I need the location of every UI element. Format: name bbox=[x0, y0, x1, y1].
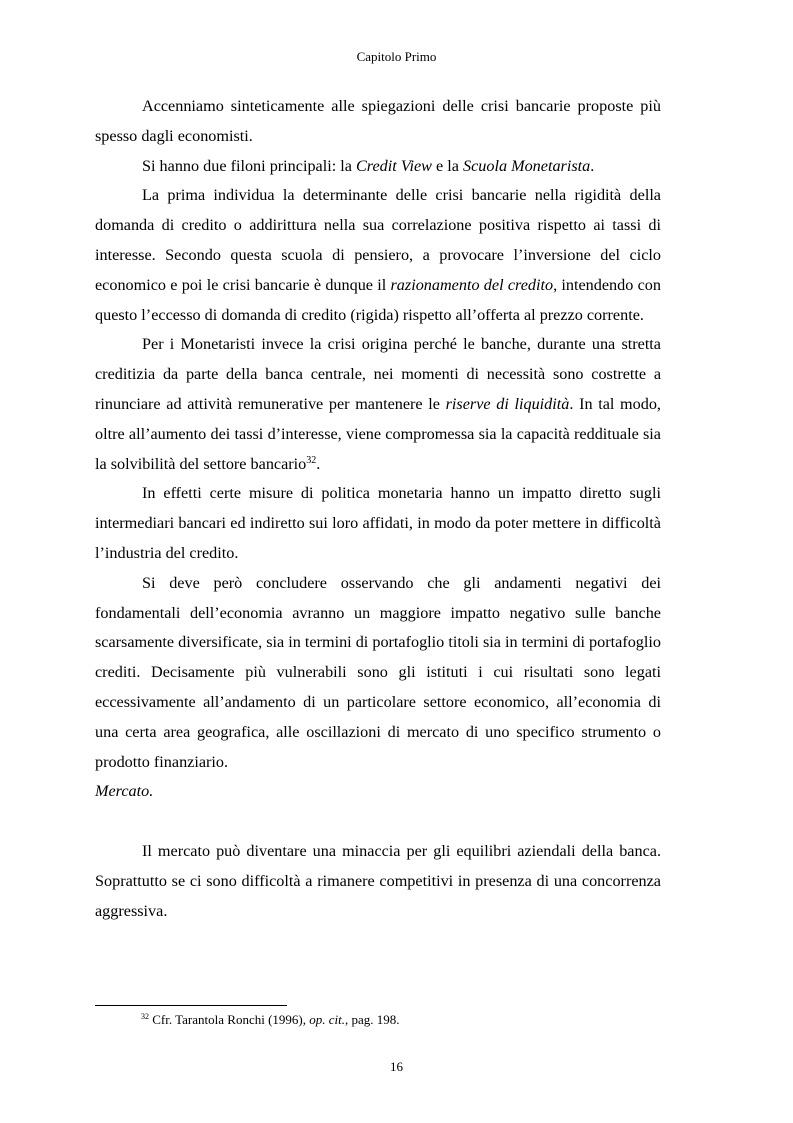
running-header: Capitolo Primo bbox=[356, 49, 437, 64]
footnote: $^{32}$ Cfr. Tarantola Ronchi (1996), op. cit., pag. 198. bbox=[141, 1012, 400, 1027]
paragraph-6: Si deve però concludere osservando che gli andamenti negativi dei fondamentali dell’economia avranno un maggiore impatto negativo sulle banche scarsamente diversificate, sia in termini di portafoglio titoli sia in termini di portafoglio crediti. Decisamente più vulnerabili sono gli istituti i cui risultati sono legati eccessivamente all’andamento di un particolare settore economico, all’economia di una certa area geografica, alle oscillazioni di mercato di uno specifico strumento o prodotto finanziario. bbox=[95, 573, 661, 771]
body-text bbox=[95, 92, 661, 926]
emphasis-riserve: riserve di liquidità bbox=[445, 394, 570, 413]
paragraph-3: La prima individua la determinante delle crisi bancarie nella rigidità della domanda di credito o addirittura nella sua correlazione positiva rispetto ai tassi di interesse. Secondo questa scuola di pensiero, a provocare l’inversione del ciclo economico e poi le crisi bancarie è dunque il razionamento del credito, intendendo con questo l’eccesso di domanda di credito (rigida) rispetto all’offerta al prezzo corrente. bbox=[95, 186, 661, 324]
footnote-emphasis: op. cit. bbox=[309, 1012, 345, 1027]
emphasis-credit-view: Credit View bbox=[356, 156, 432, 175]
paragraph-2: Si hanno due filoni principali: la Credit View e la Scuola Monetarista. bbox=[142, 156, 595, 175]
paragraph-5: In effetti certe misure di politica monetaria hanno un impatto diretto sugli intermediari bancari ed indiretto sui loro affidati, in modo da poter mettere in difficoltà l’industria del credito. bbox=[95, 484, 661, 562]
footnote-divider bbox=[95, 1005, 287, 1006]
paragraph-4: Per i Monetaristi invece la crisi origina perché le banche, durante una stretta creditizia da parte della banca centrale, nei momenti di necessità sono costrette a rinunciare ad attività remunerative per mantenere le riserve di liquidità. In tal modo, oltre all’aumento dei tassi d’interesse, viene compromessa sia la capacità reddituale sia la solvibilità del settore bancario$^{32}$. bbox=[95, 335, 661, 473]
footnote-number: 32 bbox=[141, 1012, 149, 1021]
emphasis-razionamento: razionamento del credito bbox=[390, 275, 554, 294]
paragraph-7: Il mercato può diventare una minaccia per gli equilibri aziendali della banca. Soprattutto se ci sono difficoltà a rimanere competitivi in presenza di una concorrenza aggressiva. bbox=[95, 841, 661, 920]
emphasis-scuola-monetarista: Scuola Monetarista bbox=[463, 156, 591, 175]
footnote-reference[interactable]: 32 bbox=[306, 454, 317, 466]
paragraph-1: Accenniamo sinteticamente alle spiegazioni delle crisi bancarie proposte più spesso dagli economisti. bbox=[95, 97, 661, 145]
page-number: 16 bbox=[390, 1059, 403, 1074]
section-heading: Mercato. bbox=[95, 782, 154, 801]
